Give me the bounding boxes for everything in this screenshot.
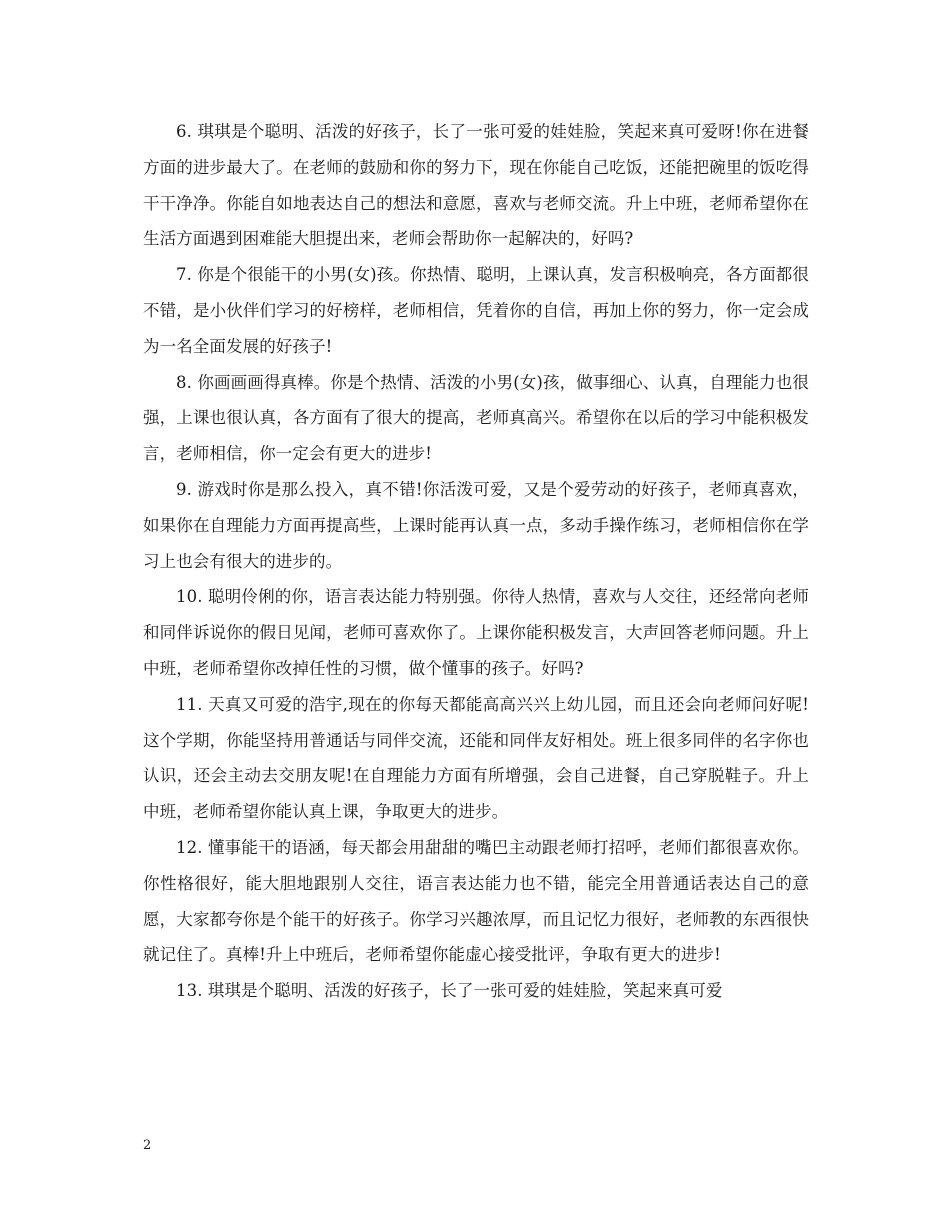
paragraph-13: 13. 琪琪是个聪明、活泼的好孩子，长了一张可爱的娃娃脸，笑起来真可爱 bbox=[176, 981, 723, 1001]
document-body bbox=[143, 114, 809, 1009]
page-number: 2 bbox=[143, 1138, 152, 1153]
paragraph-10: 10. 聪明伶俐的你，语言表达能力特别强。你待人热情，喜欢与人交往，还经常向老师和同伴诉说你的假日见闻，老师可喜欢你了。上课你能积极发言，大声回答老师问题。升上中班，老师希望你改掉任性的习惯，做个懂事的孩子。好吗? bbox=[143, 587, 809, 678]
paragraph-9: 9. 游戏时你是那么投入，真不错!你活泼可爱，又是个爱劳动的好孩子，老师真喜欢，如果你在自理能力方面再提高些，上课时能再认真一点，多动手操作练习，老师相信你在学习上也会有很大的进步的。 bbox=[143, 479, 809, 571]
paragraph-12: 12. 懂事能干的语涵，每天都会用甜甜的嘴巴主动跟老师打招呼，老师们都很喜欢你。你性格很好，能大胆地跟别人交往，语言表达能力也不错，能完全用普通话表达自己的意愿，大家都夸你是个能干的好孩子。你学习兴趣浓厚，而且记忆力很好，老师教的东西很快就记住了。真棒!升上中班后，老师希望你能虚心接受批评，争取有更大的进步! bbox=[143, 837, 809, 965]
paragraph-6: 6. 琪琪是个聪明、活泼的好孩子，长了一张可爱的娃娃脸，笑起来真可爱呀!你在进餐方面的进步最大了。在老师的鼓励和你的努力下，现在你能自己吃饭，还能把碗里的饭吃得干干净净。你能自如地表达自己的想法和意愿，喜欢与老师交流。升上中班，老师希望你在生活方面遇到困难能大胆提出来，老师会帮助你一起解决的，好吗? bbox=[143, 122, 809, 249]
paragraph-11: 11. 天真又可爱的浩宇,现在的你每天都能高高兴兴上幼儿园，而且还会向老师问好呢!这个学期，你能坚持用普通话与同伴交流，还能和同伴友好相处。班上很多同伴的名字你也认识，还会主动去交朋友呢!在自理能力方面有所增强，会自己进餐，自己穿脱鞋子。升上中班，老师希望你能认真上课，争取更大的进步。 bbox=[143, 694, 809, 822]
paragraph-8: 8. 你画画画得真棒。你是个热情、活泼的小男(女)孩，做事细心、认真，自理能力也很强，上课也很认真，各方面有了很大的提高，老师真高兴。希望你在以后的学习中能积极发言，老师相信，你一定会有更大的进步! bbox=[143, 372, 809, 464]
paragraph-7: 7. 你是个很能干的小男(女)孩。你热情、聪明，上课认真，发言积极响亮，各方面都很不错，是小伙伴们学习的好榜样，老师相信，凭着你的自信，再加上你的努力，你一定会成为一名全面发展的好孩子! bbox=[143, 265, 809, 356]
